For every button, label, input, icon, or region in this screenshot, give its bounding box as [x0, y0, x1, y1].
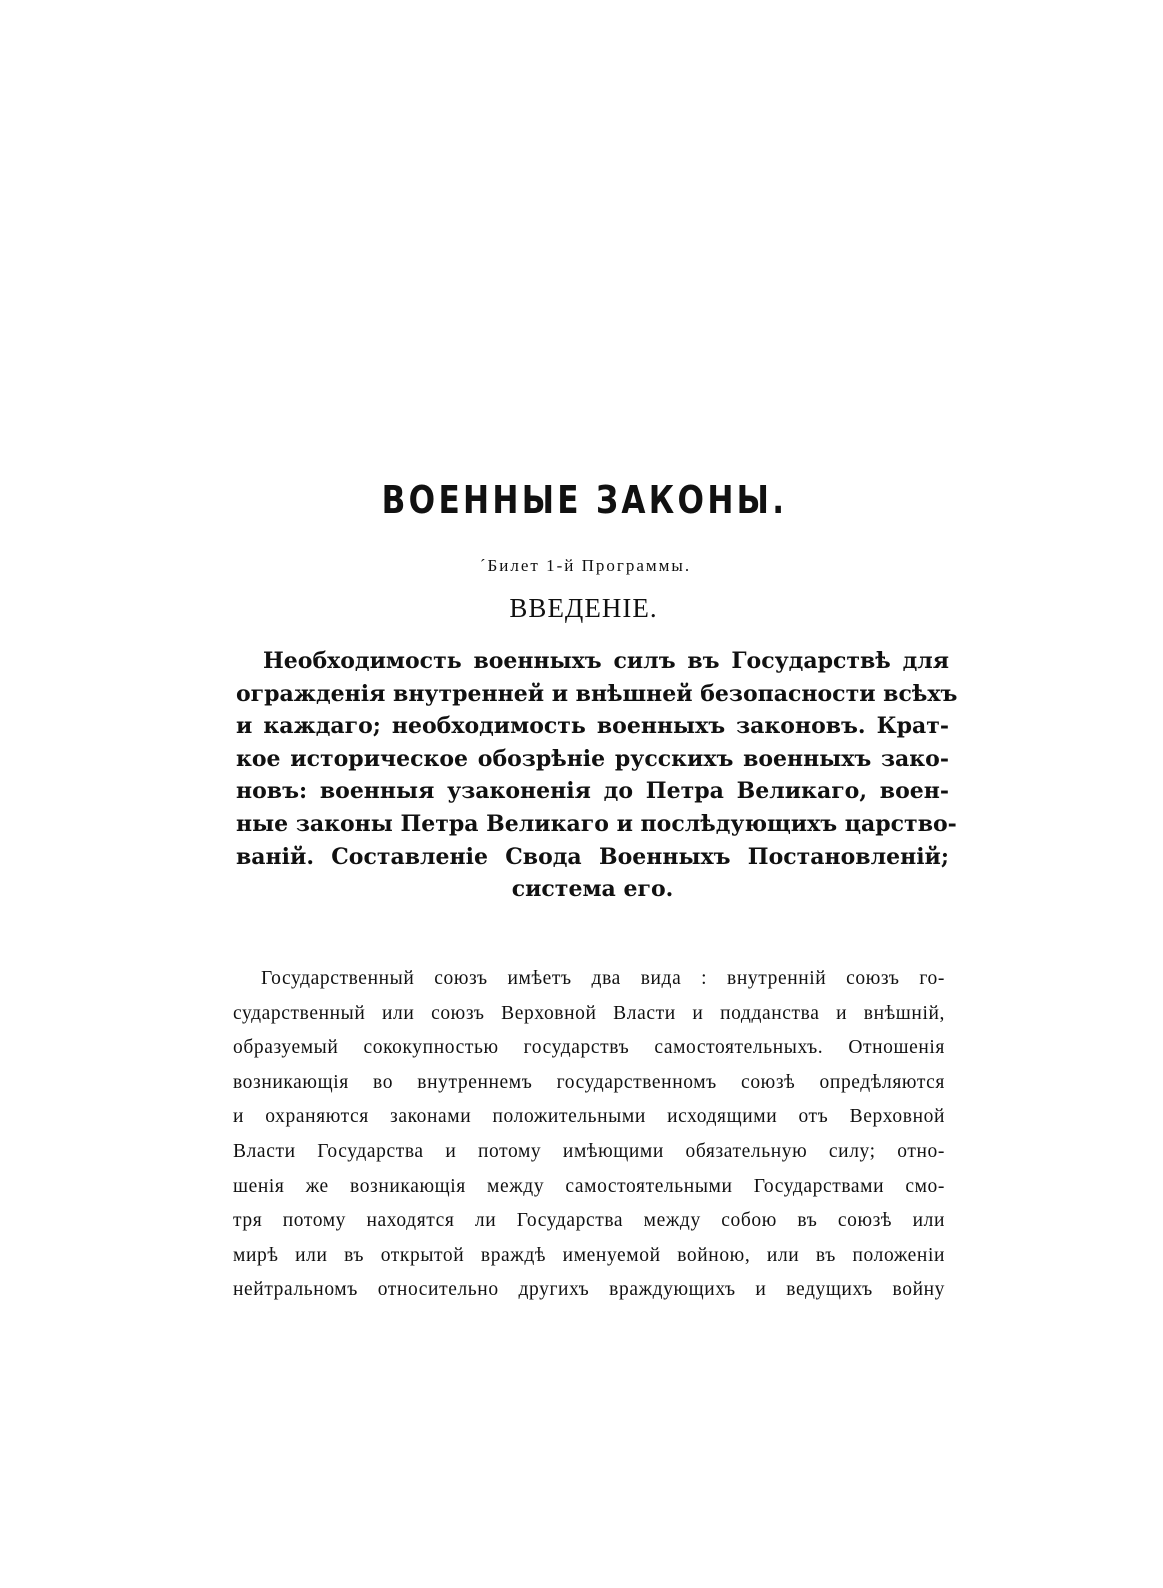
summary-line: кое историческое обозрѣніе русскихъ военныхъ зако-	[236, 745, 949, 772]
body-line: нейтральномъ относительно другихъ враждующихъ и ведущихъ войну	[233, 1279, 945, 1301]
body-paragraph	[233, 962, 945, 1308]
body-line: и охраняются законами положительными исходящими отъ Верховной	[233, 1106, 945, 1128]
summary-line: огражденія внутренней и внѣшней безопасности всѣхъ	[236, 680, 958, 707]
body-line: мирѣ или въ открытой враждѣ именуемой войною, или въ положеніи	[233, 1244, 945, 1266]
body-line: возникающія во внутреннемъ государственномъ союзѣ опредѣляются	[233, 1071, 945, 1093]
body-line: сударственный или союзъ Верховной Власти и подданства и внѣшній,	[233, 1002, 945, 1024]
body-line: образуемый сококупностью государствъ самостоятельныхъ. Отношенія	[233, 1037, 945, 1059]
summary-line: ные законы Петра Великаго и послѣдующихъ царство-	[236, 810, 957, 837]
summary-line: система его.	[511, 876, 674, 903]
body-line: тря потому находятся ли Государства между собою въ союзѣ или	[233, 1210, 945, 1232]
section-heading: ВВЕДЕНIЕ.	[509, 593, 658, 623]
summary-line: ваній. Составленіе Свода Военныхъ Постановленій;	[236, 843, 949, 870]
body-line: шенія же возникающія между самостоятельными Государствами смо-	[233, 1175, 945, 1197]
summary-line: Необходимость военныхъ силъ въ Государствѣ для	[263, 648, 949, 674]
chapter-summary	[236, 645, 958, 906]
program-ticket-subtitle: ´Билет 1-й Программы.	[479, 556, 692, 575]
body-line: Государственный союзъ имѣетъ два вида : внутренній союзъ го-	[261, 968, 945, 989]
summary-line: и каждаго; необходимость военныхъ законовъ. Крат-	[236, 713, 949, 740]
body-line: Власти Государства и потому имѣющими обязательную силу; отно-	[233, 1140, 945, 1162]
page-title: ВОЕННЫЕ ЗАКОНЫ.	[381, 478, 788, 522]
summary-line: новъ: военныя узаконенія до Петра Великаго, воен-	[236, 778, 949, 805]
